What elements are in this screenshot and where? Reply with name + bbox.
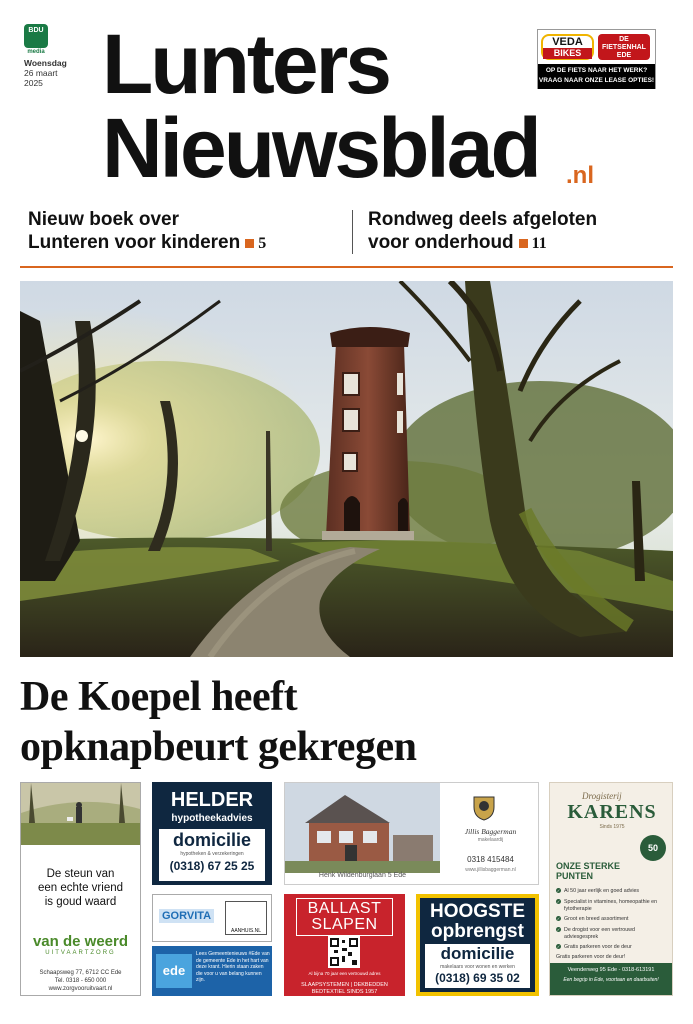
baggerman-name: Jillis Baggerman <box>464 827 517 836</box>
karens-points-title-line1: ONZE STERKE <box>556 861 621 871</box>
karens-points-list <box>556 888 670 955</box>
bdu-media-logo[interactable] <box>24 24 48 48</box>
baggerman-phone: 0318 415484 <box>467 855 514 864</box>
teaser-line2: Lunteren voor kinderen <box>28 232 241 253</box>
qr-code-icon <box>328 936 360 968</box>
aanhuis-site: AANHUIS.NL <box>230 928 261 934</box>
helder-title: HELDER <box>170 789 254 811</box>
headline-line1: De Koepel heeft <box>20 674 298 720</box>
list-item: ✓ Gratis parkeren voor de deur <box>556 944 670 951</box>
veda-logo-bottom: BIKES <box>543 48 592 59</box>
hoogste-line1: HOOGSTE <box>429 901 525 922</box>
hoogste-phone: (0318) 69 35 02 <box>435 971 520 985</box>
ede-logo: ede <box>156 954 192 988</box>
list-item: ✓ Groot en breed assortiment <box>556 916 670 923</box>
vandeweerd-logo <box>21 933 140 956</box>
aanhuis-house-icon <box>225 901 267 935</box>
ballast-footer-line1: SLAAPSYSTEMEN | DEKBEDDEN <box>301 982 388 988</box>
photo-illustration <box>20 281 673 657</box>
gorvita-logo: GORVITA <box>159 909 214 923</box>
main-headline[interactable] <box>20 672 416 772</box>
domicilie-logo: domicilie <box>172 830 252 850</box>
ad-hoogste-opbrengst[interactable] <box>416 894 539 996</box>
veda-logo-top: VEDA <box>552 36 583 48</box>
issue-day-month: 26 maart <box>24 68 58 78</box>
masthead-tld: .nl <box>566 162 594 189</box>
teaser-page: 11 <box>531 235 547 252</box>
veda-slogan <box>538 64 655 89</box>
ballast-small: Al bijna 70 jaar een vertrouwd adres <box>308 971 381 976</box>
masthead-title-line1[interactable]: Lunters <box>102 17 390 111</box>
karens-footer <box>550 963 672 996</box>
hoogste-title <box>420 902 535 942</box>
page-marker-icon <box>519 239 528 248</box>
teaser-divider <box>352 210 353 254</box>
house-photo <box>285 783 440 873</box>
teaser-boek-kinderen[interactable] <box>28 208 266 255</box>
issue-weekday: Woensdag <box>24 58 67 68</box>
karens-logo: KARENS <box>567 801 657 823</box>
ballast-logo-line2: SLAPEN <box>311 916 378 933</box>
domicilie-logo: domicilie <box>440 944 515 963</box>
fietsenhal-logo <box>598 34 650 60</box>
publisher-logo-text: BDU <box>28 27 44 34</box>
ad-ballast-slapen[interactable] <box>284 894 405 996</box>
issue-date <box>24 58 67 88</box>
ballast-logo <box>296 898 393 936</box>
ballast-logo-line1: BALLAST <box>307 900 382 917</box>
baggerman-url: www.jillisbaggerman.nl <box>465 867 516 873</box>
list-item: ✓ Al 50 jaar eerlijk en goed advies <box>556 888 670 895</box>
ballast-footer <box>284 982 405 996</box>
baggerman-subtitle: makelaardij <box>477 837 504 843</box>
karens-points-title <box>556 861 668 881</box>
vandeweerd-logo-text: van de weerd <box>32 933 129 950</box>
domicilie-box <box>425 944 530 988</box>
list-item: ✓ De drogist voor een vertrouwd adviesgesprek <box>556 927 670 941</box>
masthead-title-line2[interactable]: Nieuwsblad <box>102 101 539 195</box>
header-rule <box>20 266 673 268</box>
vandeweerd-address: Schaapsweg 77, 6712 CC Ede <box>39 970 122 976</box>
ede-gemeentenieuws[interactable] <box>152 946 272 996</box>
karens-tagline: Een begrip in Ede, voortaan en daarbuiten! <box>563 977 659 983</box>
fietsenhal-logo-bottom: EDE <box>616 52 632 59</box>
veda-slogan-line2: VRAAG NAAR ONZE LEASE OPTIES! <box>538 77 655 84</box>
domicilie-sub: hypotheken & verzekeringen <box>180 851 244 857</box>
vandeweerd-phone: Tel. 0318 - 650 000 <box>54 978 107 984</box>
baggerman-crest-icon <box>471 793 497 821</box>
vandeweerd-url: www.zorgvooruitvaart.nl <box>48 986 113 992</box>
karens-points-title-line2: PUNTEN <box>556 871 594 881</box>
helder-phone: (0318) 67 25 25 <box>169 859 255 873</box>
ad-drogisterij-karens[interactable] <box>549 782 673 996</box>
domicilie-sub: makelaars voor wonen en werken <box>440 964 515 970</box>
ad-text-line: een echte vriend <box>37 882 124 894</box>
vandeweerd-contact <box>21 969 140 993</box>
hoogste-line2: opbrengst <box>431 921 524 942</box>
teaser-line1: Rondweg deels afgeloten <box>368 209 598 230</box>
karens-since: Sinds 1975 <box>599 824 625 830</box>
ballast-footer-line2: BEDTEXTIEL SINDS 1957 <box>311 989 378 995</box>
ad-gorvita-ede[interactable] <box>152 894 272 996</box>
helder-subtitle: hypotheekadvies <box>171 813 253 824</box>
ad-van-de-weerd[interactable] <box>20 782 141 996</box>
fietsenhal-logo-top: DE FIETSENHAL <box>602 36 646 51</box>
house-caption: Henk Wildenburglaan 5 Ede <box>318 872 407 879</box>
ad-jillis-baggerman[interactable] <box>284 782 539 885</box>
ad-helder-hypotheek[interactable] <box>152 782 272 885</box>
veda-slogan-line1: OP DE FIETS NAAR HET WERK? <box>545 67 648 74</box>
veda-bikes-ad[interactable] <box>537 29 656 89</box>
publisher-sub: media <box>27 49 45 55</box>
main-photo-tower[interactable] <box>20 281 673 657</box>
ede-text: Lees Gemeentenieuws #Ede van de gemeente Ede in het hart van deze krant. Hierin staan zaken die voor u van belang kunnen zijn. <box>196 951 270 983</box>
domicilie-box <box>159 829 265 881</box>
karens-50-badge: 50 <box>640 835 666 861</box>
vandeweerd-logo-sub: UITVAARTZORG <box>45 950 116 956</box>
teaser-line2: voor onderhoud <box>368 232 514 253</box>
ad-text-line: is goud waard <box>44 896 117 908</box>
teaser-line1: Nieuw boek over <box>28 209 179 230</box>
gorvita-banner[interactable] <box>152 894 272 942</box>
page-marker-icon <box>245 239 254 248</box>
karens-prefix: Drogisterij <box>582 791 622 801</box>
ad-photo-walk <box>21 783 140 845</box>
issue-year: 2025 <box>24 78 43 88</box>
ad-vandeweerd-text <box>21 867 140 909</box>
karens-parking: Gratis parkeren voor de deur! <box>556 954 626 960</box>
ad-text-line: De steun van <box>46 868 115 880</box>
headline-line2: opknapbeurt gekregen <box>20 724 417 770</box>
teaser-page: 5 <box>258 235 267 252</box>
veda-logo <box>541 34 594 60</box>
karens-address: Veenderweg 95 Ede - 0318-613191 <box>567 967 655 973</box>
teaser-rondweg[interactable] <box>368 208 597 255</box>
list-item: ✓ Specialist in vitamines, homeopathie en fytotherapie <box>556 899 670 913</box>
